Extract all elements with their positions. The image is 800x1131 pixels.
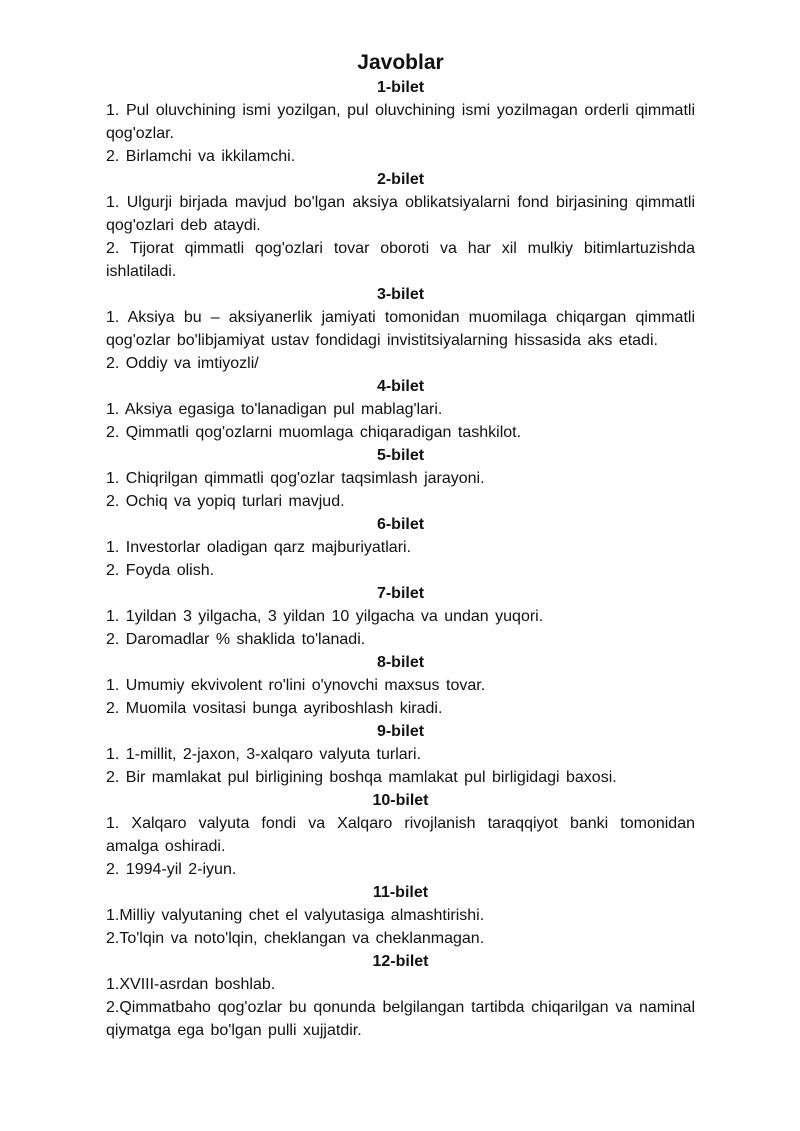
document-title: Javoblar <box>357 51 444 74</box>
answer-2: 2.Qimmatbaho qog'ozlar bu qonunda belgilangan tartibda chiqarilgan va naminal qiymatga ega bo'lgan pulli xujjatdir. <box>106 999 695 1039</box>
ticket-3 <box>106 283 695 375</box>
answer-1: 1. Pul oluvchining ismi yozilgan, pul oluvchining ismi yozilmagan orderli qimmatli qog'ozlar. <box>106 102 695 142</box>
ticket-4 <box>106 375 695 444</box>
answer-1: 1. Umumiy ekvivolent ro'lini o'ynovchi maxsus tovar. <box>106 677 486 694</box>
answer-2: 2. Birlamchi va ikkilamchi. <box>106 148 296 165</box>
answer-1: 1.Milliy valyutaning chet el valyutasiga almashtirishi. <box>106 907 485 924</box>
ticket-8 <box>106 651 695 720</box>
ticket-10 <box>106 789 695 881</box>
ticket-heading: 12-bilet <box>372 953 429 970</box>
ticket-9 <box>106 720 695 789</box>
answer-2: 2. Bir mamlakat pul birligining boshqa mamlakat pul birligidagi baxosi. <box>106 769 617 786</box>
answer-1: 1. Investorlar oladigan qarz majburiyatlari. <box>106 539 412 556</box>
ticket-12 <box>106 950 695 1042</box>
ticket-heading: 8-bilet <box>376 654 425 671</box>
answer-2: 2. Oddiy va imtiyozli/ <box>106 355 259 372</box>
ticket-heading: 1-bilet <box>376 79 425 96</box>
answer-1: 1.XVIII-asrdan boshlab. <box>106 976 276 993</box>
answer-1: 1. Aksiya bu – aksiyanerlik jamiyati tomonidan muomilaga chiqargan qimmatli qog'ozlar bo'libjamiyat ustav fondidagi invistitsiyalarning hissasida aks etadi. <box>106 309 695 349</box>
answer-2: 2. Qimmatli qog'ozlarni muomlaga chiqaradigan tashkilot. <box>106 424 522 441</box>
ticket-heading: 2-bilet <box>376 171 425 188</box>
ticket-2 <box>106 168 695 283</box>
ticket-heading: 3-bilet <box>376 286 425 303</box>
answer-2: 2. Foyda olish. <box>106 562 215 579</box>
answer-2: 2. 1994-yil 2-iyun. <box>106 861 237 878</box>
ticket-7 <box>106 582 695 651</box>
ticket-5 <box>106 444 695 513</box>
ticket-heading: 11-bilet <box>372 884 429 901</box>
answer-1: 1. Ulgurji birjada mavjud bo'lgan aksiya oblikatsiyalarni fond birjasining qimmatli qog'ozlari deb ataydi. <box>106 194 695 234</box>
answer-1: 1. 1yildan 3 yilgacha, 3 yildan 10 yilgacha va undan yuqori. <box>106 608 544 625</box>
ticket-heading: 9-bilet <box>376 723 425 740</box>
ticket-1 <box>106 76 695 168</box>
ticket-11 <box>106 881 695 950</box>
ticket-heading: 7-bilet <box>376 585 425 602</box>
ticket-heading: 6-bilet <box>376 516 425 533</box>
answer-1: 1. Aksiya egasiga to'lanadigan pul mablag'lari. <box>106 401 443 418</box>
ticket-6 <box>106 513 695 582</box>
ticket-heading: 4-bilet <box>376 378 425 395</box>
answer-2: 2. Daromadlar % shaklida to'lanadi. <box>106 631 366 648</box>
answers-document <box>106 50 695 1042</box>
ticket-heading: 5-bilet <box>376 447 425 464</box>
answer-2: 2.To'lqin va noto'lqin, cheklangan va cheklanmagan. <box>106 930 485 947</box>
answer-2: 2. Muomila vositasi bunga ayriboshlash kiradi. <box>106 700 443 717</box>
answer-1: 1. Xalqaro valyuta fondi va Xalqaro rivojlanish taraqqiyot banki tomonidan amalga oshiradi. <box>106 815 695 855</box>
answer-2: 2. Ochiq va yopiq turlari mavjud. <box>106 493 345 510</box>
ticket-heading: 10-bilet <box>372 792 429 809</box>
answer-1: 1. 1-millit, 2-jaxon, 3-xalqaro valyuta turlari. <box>106 746 422 763</box>
answer-1: 1. Chiqrilgan qimmatli qog'ozlar taqsimlash jarayoni. <box>106 470 485 487</box>
answer-2: 2. Tijorat qimmatli qog'ozlari tovar oboroti va har xil mulkiy bitimlartuzishda ishlatiladi. <box>106 240 695 280</box>
